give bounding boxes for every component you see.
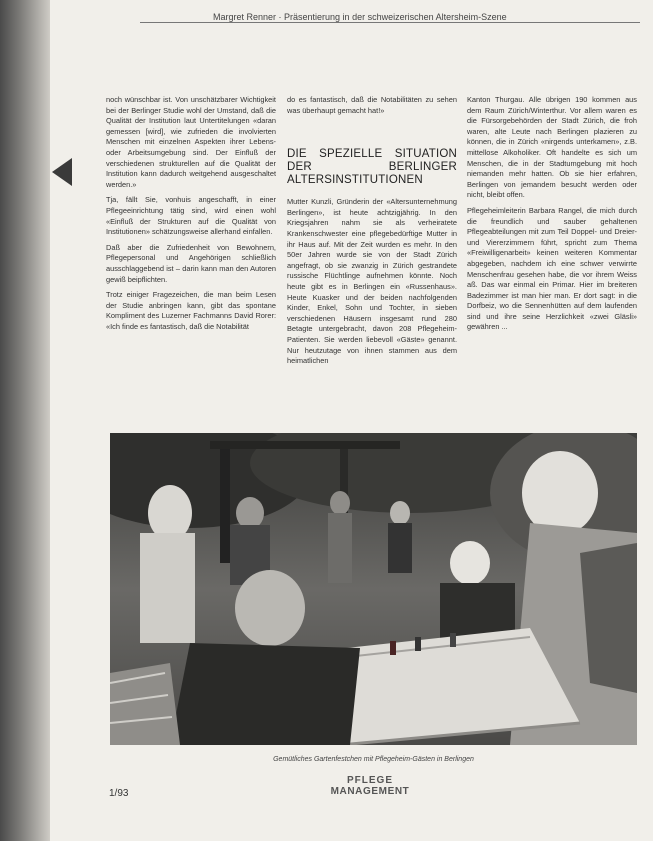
text-column-2: [287, 95, 457, 372]
paragraph: Pflegeheimleiterin Barbara Rangel, die mich durch die freundlich und sauber gehaltenen Pflegeabteilungen mit zum Teil Doppel- und Dreier- und Viererzimmern führt, spricht zum Thema «Freiwilligenarbeit» keinen weiteren Kommentar abgegeben, nachdem ich eine schwer verwirrte Menschenfrau gesehen habe, die vor ihrem Weiss aß. Das war einmal ein Primar. Hier im breiteren Badezimmer ist man hier man. Er dort sagt: in die Dorfbeiz, wo die Sennenhütten auf dem laufenden sind und ihre seine Herzlichkeit «zwei Gläsli» gewähren ...: [467, 205, 637, 332]
paragraph: Daß aber die Zufriedenheit von Bewohnern, Pflegepersonal und Angehörigen schließlich ausschlaggebend ist – darin kann man den Autoren gewiß beipflichten.: [106, 242, 276, 284]
paragraph: noch wünschbar ist. Von unschätzbarer Wichtigkeit bei der Berlinger Studie wohl der Umstand, daß die Qualität der Institution laut Untertitelungen «daran gemessen [wird], wie zufrieden die involvierten Menschen mit einzelnen Aspekten ihrer Lebens- oder Arbeitsumgebung sind. Der Einfluß der verschiedenen strukturellen auf die Qualität der Institution kann dadurch weitgehend ausgeschaltet werden.»: [106, 95, 276, 189]
text-column-1: [106, 95, 276, 337]
paragraph: Tja, fällt Sie, vonhuis angeschafft, in einer Pflegeeinrichtung tätig sind, wird einen wohl «Einfluß der Strukturen auf die Qualität von Institutionen» schätzungsweise allerhand einfallen.: [106, 195, 276, 237]
book-spine-shadow: [0, 0, 50, 841]
paragraph: Trotz einiger Fragezeichen, die man beim Lesen der Studie anbringen kann, gibt das spontane Kompliment des Luzerner Fachmanns David Rorer: «Ich finde es fantastisch, daß die Notabilität: [106, 290, 276, 331]
page-number: 1/93: [109, 788, 129, 799]
header-rule: [140, 22, 640, 23]
section-heading: DIE SPEZIELLE SITUATION DER BERLINGER ALTERSINSTITUTIONEN: [287, 148, 457, 187]
paragraph: Mutter Kunzli, Gründerin der «Altersunternehmung Berlingen», ist heute achtzigjährig. In den Kriegsjahren nahm sie als verheiratete Krankenschwester eine pflegebedürftige Mutter in ihr Haus auf. Mit der Zeit wurden es mehr. In den 50er Jahren wurde sie von der Stadt Zürich angefragt, ob sie zwanzig in Zürich gestrandete russische Flüchtlinge aufnehmen könnte. Noch heute gibt es in Berlingen ein «Russenhaus». Heute Kuasker und der beiden nachfolgenden Kinder, Enkel, Sohn und Tochter, in sieben verschiedenen Häusern insgesamt rund 280 Betagte untergebracht, davon 208 Pflegeheim-Patienten. Sie werden liebevoll «Gäste» genannt. Nur heutzutage von ihnen stammen aus dem heimatlichen: [287, 197, 457, 366]
logo-text-bottom: MANAGEMENT: [330, 786, 410, 797]
photo-caption: Gemütliches Gartenfestchen mit Pflegeheim-Gästen in Berlingen: [273, 756, 474, 763]
paragraph: do es fantastisch, daß die Notabilitäten zu sehen was überhaupt gemacht hat!»: [287, 95, 457, 115]
magazine-logo: [300, 776, 440, 797]
text-column-3: [467, 95, 637, 338]
garden-party-photo: [110, 433, 637, 745]
logo-text-top: PFLEGE: [346, 775, 393, 786]
margin-arrow-marker: [52, 158, 72, 186]
running-head: Margret Renner · Präsentierung in der schweizerischen Altersheim-Szene: [213, 12, 507, 22]
photo-illustration: [110, 433, 637, 745]
paragraph: Kanton Thurgau. Alle übrigen 190 kommen aus dem Raum Zürich/Winterthur. Vor allem waren es die Fürsorgebehörden der Stadt Zürich, die froh waren, alte Leute nach Berlingen plazieren zu können, die in Zürich «nirgends unterkamen», z.B. mittellose Alkoholiker. Oft handelte es sich um Menschen, die in der Stadtumgebung mit hoch niemanden mehr hatten. Ob sie hier erfahren, Berlingen von jemandem besucht werden oder nicht, bleibt offen.: [467, 95, 637, 200]
